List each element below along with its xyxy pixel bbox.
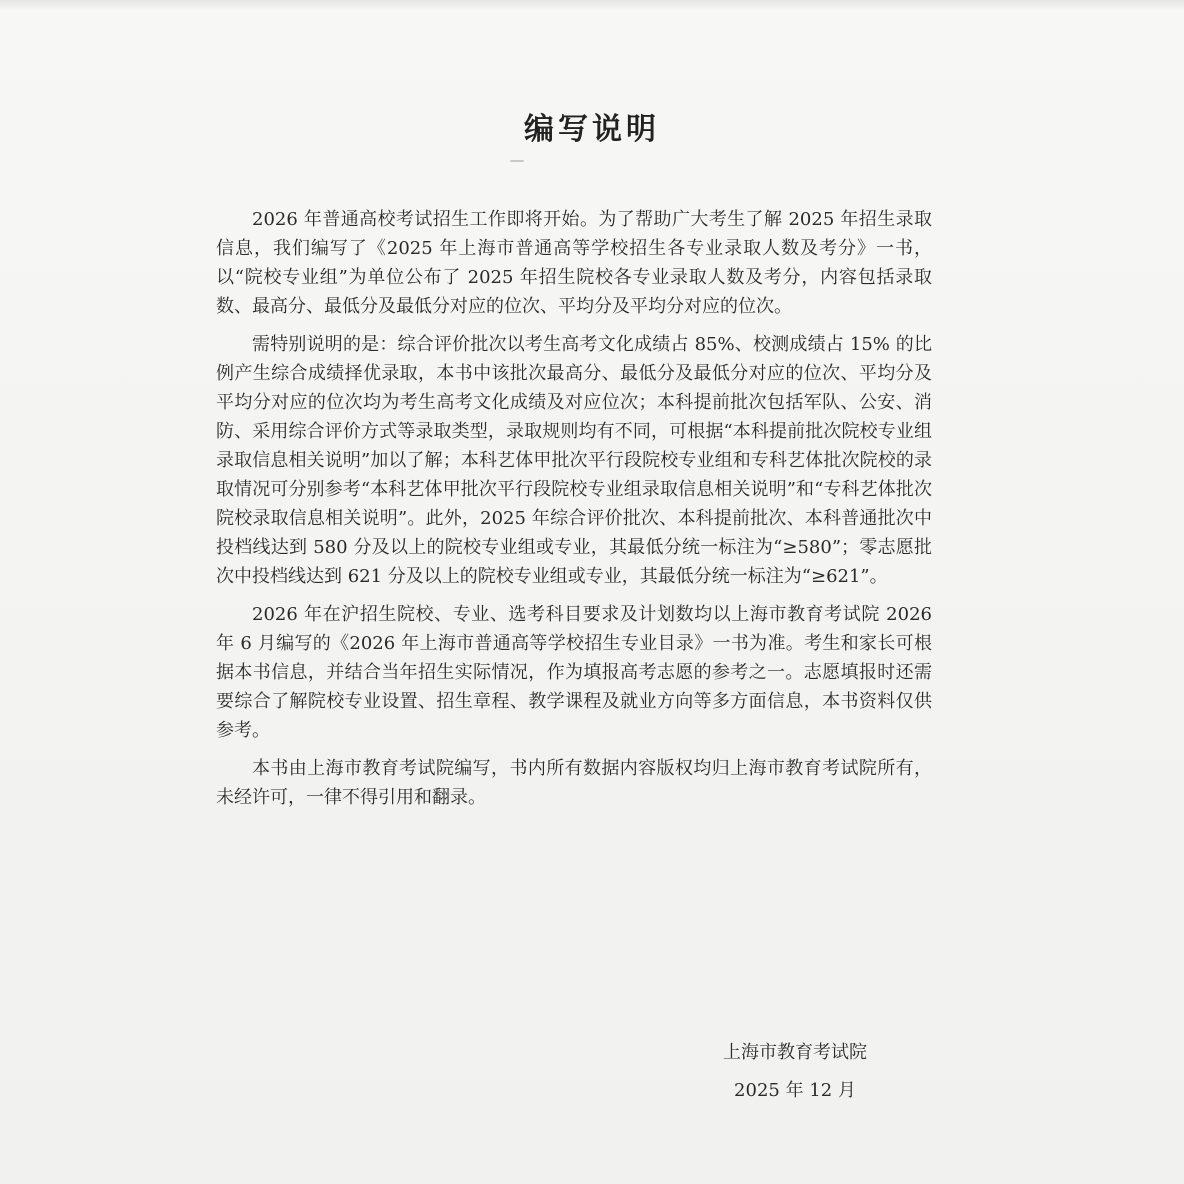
paragraph-copyright: 本书由上海市教育考试院编写，书内所有数据内容版权均归上海市教育考试院所有，未经许可，一律不得引用和翻录。 <box>216 758 932 808</box>
signature-block <box>700 1034 890 1110</box>
scan-speck <box>510 160 524 162</box>
paragraph-special-notes: 需特别说明的是：综合评价批次以考生高考文化成绩占 85%、校测成绩占 15% 的比例产生综合成绩择优录取，本书中该批次最高分、最低分及最低分对应的位次、平均分及平均分对应的位次均为考生高考文化成绩及对应位次；本科提前批次包括军队、公安、消防、采用综合评价方式等录取类型，录取规则均有不同，可根据“本科提前批次院校专业组录取信息相关说明”加以了解；本科艺体甲批次平行段院校专业组和专科艺体批次院校的录取情况可分别参考“本科艺体甲批次平行段院校专业组录取信息相关说明”和“专科艺体批次院校录取信息相关说明”。此外，2025 年综合评价批次、本科提前批次、本科普通批次中投档线达到 580 分及以上的院校专业组或专业，其最低分统一标注为“≥580”；零志愿批次中投档线达到 621 分及以上的院校专业组或专业，其最低分统一标注为“≥621”。 <box>216 334 932 587</box>
scan-edge-shadow <box>0 0 1184 10</box>
page-title: 编写说明 <box>524 112 660 147</box>
paragraph-reference: 2026 年在沪招生院校、专业、选考科目要求及计划数均以上海市教育考试院 2026 年 6 月编写的《2026 年上海市普通高等学校招生专业目录》一书为准。考生和家长可根据本书信息，并结合当年招生实际情况，作为填报高考志愿的参考之一。志愿填报时还需要综合了解院校专业设置、招生章程、教学课程及就业方向等多方面信息，本书资料仅供参考。 <box>216 604 932 741</box>
signature-date: 2025 年 12 月 <box>734 1080 856 1101</box>
body-text <box>216 205 932 812</box>
paragraph-intro: 2026 年普通高校考试招生工作即将开始。为了帮助广大考生了解 2025 年招生录取信息，我们编写了《2025 年上海市普通高等学校招生各专业录取人数及考分》一书，以“院校专业组”为单位公布了 2025 年招生院校各专业录取人数及考分，内容包括录取数、最高分、最低分及最低分对应的位次、平均分及平均分对应的位次。 <box>216 209 932 317</box>
signature-organization: 上海市教育考试院 <box>723 1042 867 1063</box>
